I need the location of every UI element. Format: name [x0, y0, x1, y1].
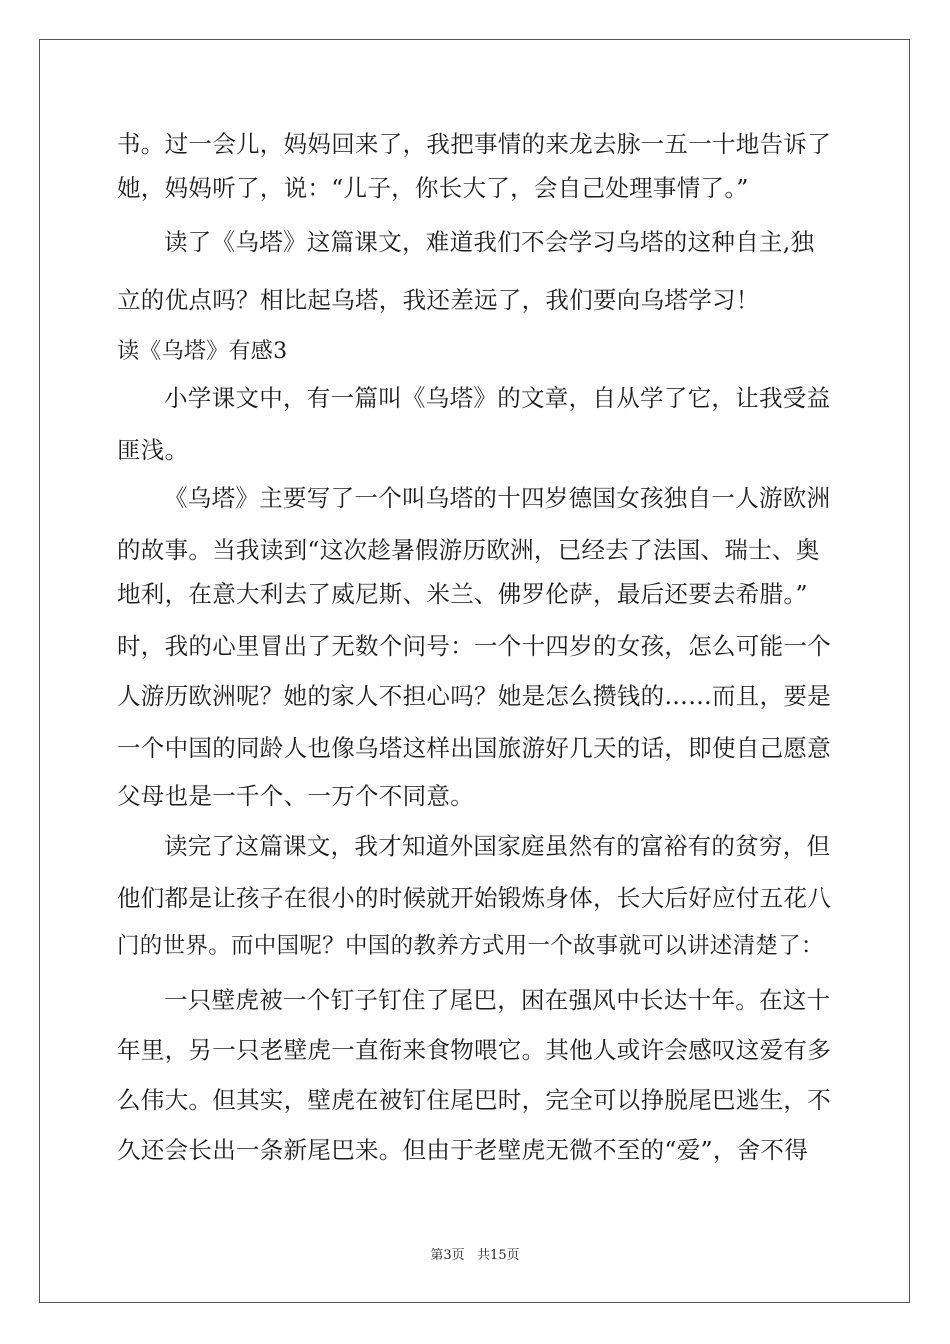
- text-line: 她，妈妈听了，说：“儿子，你长大了，会自己处理事情了。”: [117, 174, 749, 202]
- text-line: 书。过一会儿，妈妈回来了，我把事情的来龙去脉一五一十地告诉了: [117, 130, 831, 158]
- text-line: 《乌塔》主要写了一个叫乌塔的十四岁德国女孩独自一人游欧洲: [164, 484, 831, 512]
- text-line: 匪浅。: [117, 436, 189, 464]
- text-line: 立的优点吗？相比起乌塔，我还差远了，我们要向乌塔学习！: [117, 286, 760, 314]
- text-line: 么伟大。但其实，壁虎在被钉住尾巴时，完全可以挣脱尾巴逃生，不: [117, 1086, 831, 1114]
- text-line: 久还会长出一条新尾巴来。但由于老壁虎无微不至的“爱”，舍不得: [117, 1136, 809, 1164]
- text-line: 父母也是一千个、一万个不同意。: [117, 782, 474, 810]
- text-line: 小学课文中，有一篇叫《乌塔》的文章，自从学了它，让我受益: [164, 384, 831, 412]
- section-heading: 读《乌塔》有感3: [117, 339, 288, 364]
- page-number-footer: 第3页 共15页: [430, 1248, 520, 1263]
- text-line: 读完了这篇课文，我才知道外国家庭虽然有的富裕有的贫穷，但: [164, 832, 831, 860]
- text-line: 一只壁虎被一个钉子钉住了尾巴，困在强风中长达十年。在这十: [164, 986, 831, 1014]
- text-line: 一个中国的同龄人也像乌塔这样出国旅游好几天的话，即使自己愿意: [117, 734, 831, 762]
- text-line: 门的世界。而中国呢？中国的教养方式用一个故事就可以讲述清楚了：: [117, 933, 824, 959]
- text-line: 他们都是让孩子在很小的时候就开始锻炼身体，长大后好应付五花八: [117, 884, 831, 912]
- text-line: 地利，在意大利去了威尼斯、米兰、佛罗伦萨，最后还要去希腊。”: [117, 580, 808, 608]
- text-line: 的故事。当我读到“这次趁暑假游历欧洲，已经去了法国、瑞士、奥: [117, 536, 820, 564]
- text-line: 人游历欧洲呢？她的家人不担心吗？她是怎么攒钱的……而且，要是: [117, 682, 831, 710]
- text-line: 读了《乌塔》这篇课文，难道我们不会学习乌塔的这种自主,独: [164, 228, 815, 256]
- text-line: 时，我的心里冒出了无数个问号：一个十四岁的女孩，怎么可能一个: [117, 632, 831, 660]
- text-line: 年里，另一只老壁虎一直衔来食物喂它。其他人或许会感叹这爱有多: [117, 1036, 831, 1064]
